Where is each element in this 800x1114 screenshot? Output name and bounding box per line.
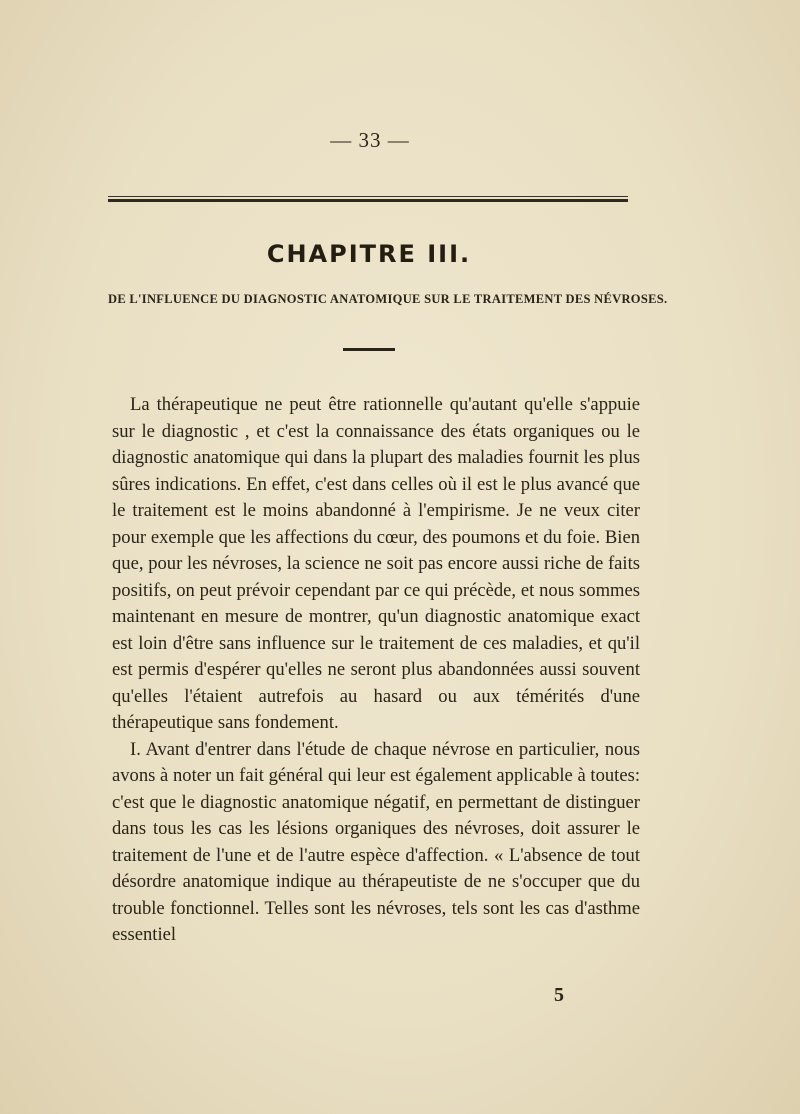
page-number: — 33 — [330,128,410,152]
signature-mark: 5 [554,984,564,1006]
paragraph-2: I. Avant d'entrer dans l'étude de chaque névrose en particulier, nous avons à noter un fait général qui leur est également applicable à toutes: c'est que le diagnostic anatomique négatif, en permettant de distinguer dans tous les cas les lésions organiques des névroses, doit assurer le traitement de l'une et de l'autre espèce d'affection. « L'absence de tout désordre anatomique indique au thérapeutiste de ne s'occuper que du trouble fonctionnel. Telles sont les névroses, tels sont les cas d'asthme essentiel [112,738,640,945]
header-rule [108,196,628,202]
body-text [112,392,640,949]
chapter-title: CHAPITRE III. [266,240,472,268]
chapter-subtitle: DE L'INFLUENCE DU DIAGNOSTIC ANATOMIQUE SUR LE TRAITEMENT DES NÉVROSES. [108,292,668,306]
paragraph-1: La thérapeutique ne peut être rationnelle qu'autant qu'elle s'appuie sur le diagnostic , et c'est la connaissance des états organiques ou le diagnostic anatomique qui dans la plupart des maladies fournit les plus sûres indications. En effet, c'est dans celles où il est le plus avancé que le traitement est le moins abandonné à l'empirisme. Je ne veux citer pour exemple que les affections du cœur, des poumons et du foie. Bien que, pour les névroses, la science ne soit pas encore aussi riche de faits positifs, on peut prévoir cependant par ce qui précède, et nous sommes maintenant en mesure de montrer, qu'un diagnostic anatomique exact est loin d'être sans influence sur le traitement de ces maladies, et qu'il est permis d'espérer qu'elles ne seront plus abandonnées aussi souvent qu'elles l'étaient autrefois au hasard ou aux témérités d'une thérapeutique sans fondement. [112,394,640,733]
section-divider [343,348,395,351]
